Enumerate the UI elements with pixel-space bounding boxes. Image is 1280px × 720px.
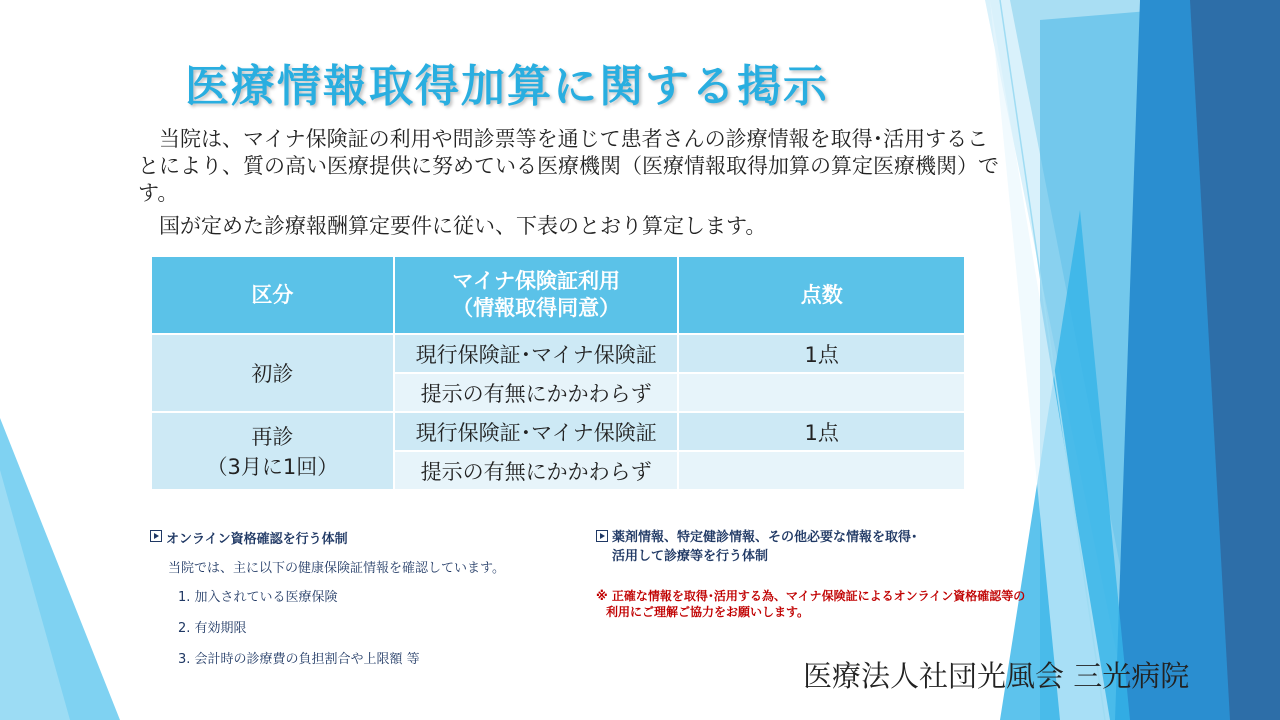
points-cell: 1点 xyxy=(678,334,964,373)
list-item: 1. 加入されている医療保険 xyxy=(178,590,338,605)
online-verification-section xyxy=(150,528,505,679)
online-heading-text: オンライン資格確認を行う体制 xyxy=(166,532,348,547)
header-points: 点数 xyxy=(678,257,964,334)
category-label: 初診 xyxy=(251,362,294,386)
header-my-number-line2: （情報取得同意） xyxy=(452,296,621,320)
table-header-row xyxy=(152,257,964,334)
online-description: 当院では、主に以下の健康保険証情報を確認しています。 xyxy=(168,561,505,576)
list-item: 3. 会計時の診療費の負担割合や上限額 等 xyxy=(178,652,420,667)
medication-section-heading xyxy=(596,528,1025,566)
points-cell-empty xyxy=(678,373,964,412)
header-category: 区分 xyxy=(152,257,394,334)
medication-heading-line2: 活用して診療等を行う体制 xyxy=(612,549,769,564)
row-category-first-visit xyxy=(152,334,394,412)
play-icon xyxy=(596,530,608,542)
online-items-list xyxy=(178,586,505,667)
medication-heading-text xyxy=(612,528,918,566)
notice-line1-text: 正確な情報を取得･活用する為、マイナ保険証によるオンライン資格確認等の xyxy=(611,589,1026,603)
notice-text xyxy=(596,588,1025,620)
intro-text xyxy=(138,126,1008,240)
page-title: 医療情報取得加算に関する掲示 xyxy=(185,61,829,112)
medication-heading-line1: 薬剤情報、特定健診情報、その他必要な情報を取得･ xyxy=(612,530,918,545)
list-item: 2. 有効期限 xyxy=(178,621,247,636)
table-row xyxy=(152,412,964,451)
row-category-revisit xyxy=(152,412,394,489)
fee-table xyxy=(152,257,964,489)
intro-paragraph-1: 当院は、マイナ保険証の利用や問診票等を通じて患者さんの診療情報を取得･活用することにより、質の高い医療提供に努めている医療機関（医療情報取得加算の算定医療機関）です。 xyxy=(138,127,999,205)
points-cell: 1点 xyxy=(678,412,964,451)
hospital-name: 医療法人社団光風会 三光病院 xyxy=(803,659,1190,693)
table-row xyxy=(152,334,964,373)
online-section-heading xyxy=(150,528,505,547)
play-icon xyxy=(150,530,162,542)
points-cell-empty xyxy=(678,451,964,489)
intro-paragraph-2: 国が定めた診療報酬算定要件に従い、下表のとおり算定します。 xyxy=(159,214,767,238)
header-my-number-card xyxy=(394,257,679,334)
category-label: 再診 xyxy=(251,425,294,449)
notice-line1 xyxy=(596,588,1025,604)
condition-cell: 提示の有無にかかわらず xyxy=(394,451,679,489)
header-my-number-line1: マイナ保険証利用 xyxy=(452,269,620,293)
notice-line2: 利用にご理解ご協力をお願いします。 xyxy=(606,605,810,619)
condition-cell: 現行保険証･マイナ保険証 xyxy=(394,334,679,373)
medication-info-section xyxy=(596,528,1025,620)
condition-cell: 提示の有無にかかわらず xyxy=(394,373,679,412)
notice-mark: ※ xyxy=(596,589,608,603)
condition-cell: 現行保険証･マイナ保険証 xyxy=(394,412,679,451)
category-sublabel: （3月に1回） xyxy=(206,455,339,479)
